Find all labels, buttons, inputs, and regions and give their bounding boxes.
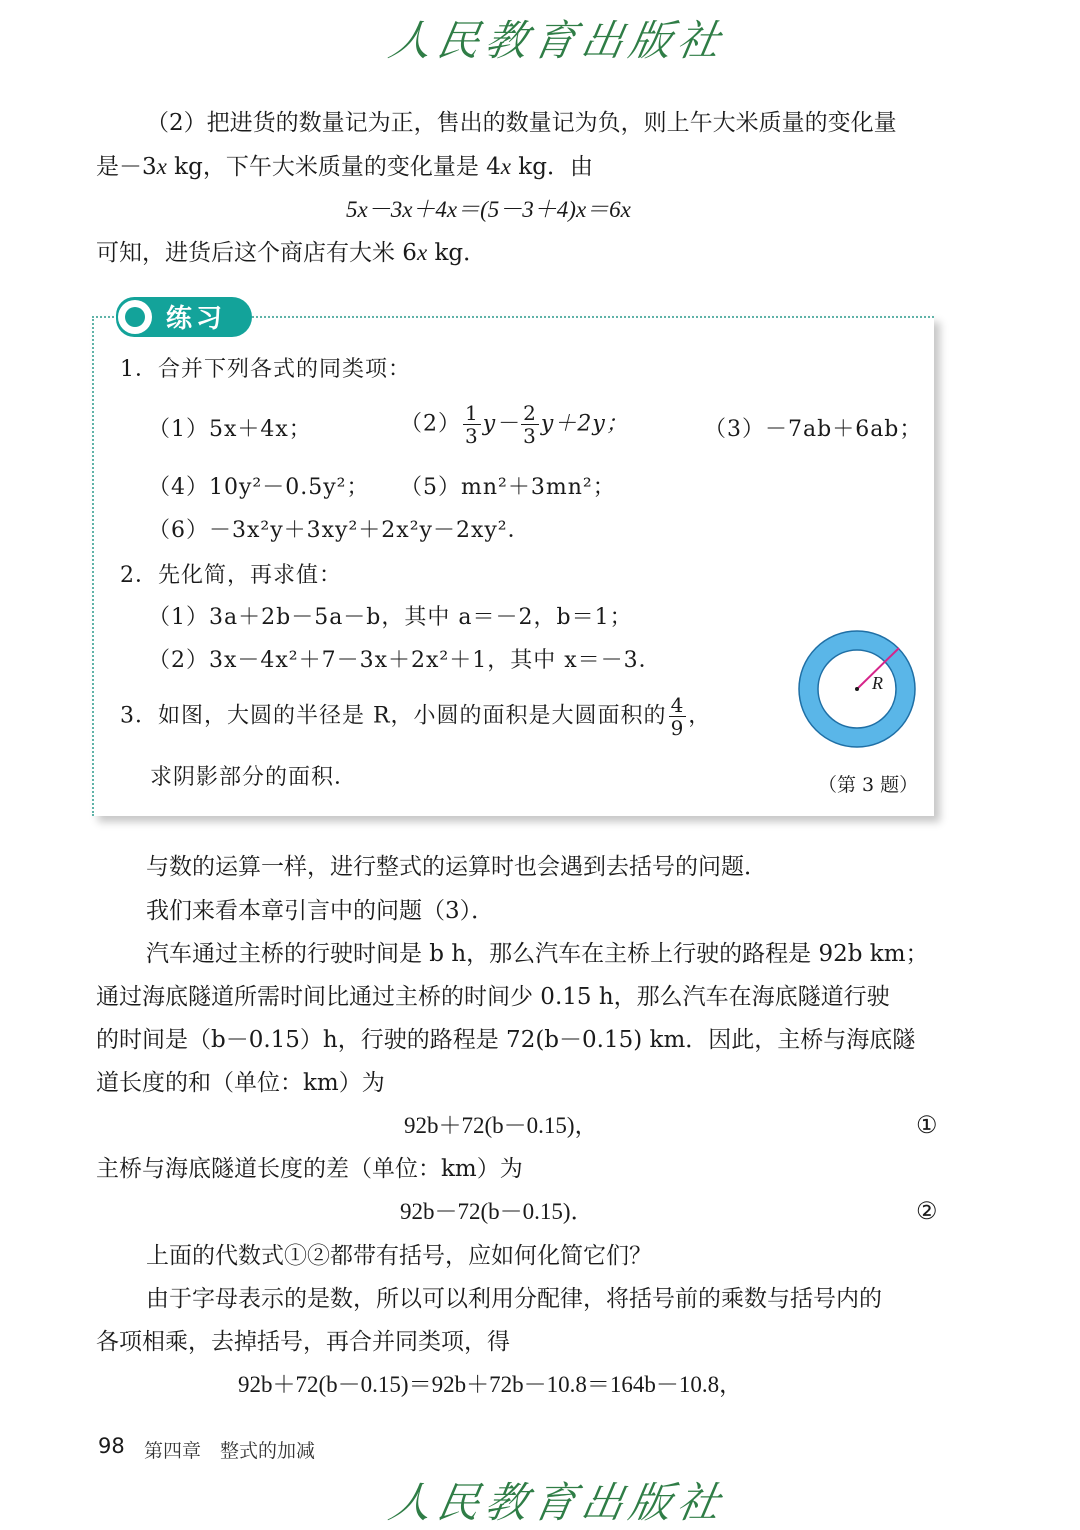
intro-equation: 5x－3x＋4x＝(5－3＋4)x＝6x (346, 197, 631, 222)
equation-2: 92b－72(b－0.15)． (400, 1199, 594, 1224)
body-line-10: 各项相乘，去掉括号，再合并同类项，得 (96, 1329, 510, 1355)
exercise-1-6: （6）－3x²y＋3xy²＋2x²y－2xy²． (148, 518, 531, 543)
figure-caption: （第 3 题） (818, 774, 919, 796)
publisher-logo-top: 人民教育出版社 (385, 16, 730, 65)
exercise-2-1: （1）3a＋2b－5a－b，其中 a＝－2，b＝1； (148, 605, 633, 630)
body-line-7: 主桥与海底隧道长度的差（单位：km）为 (96, 1156, 523, 1182)
body-line-1: 与数的运算一样，进行整式的运算时也会遇到去括号的问题． (146, 854, 767, 880)
equation-1: 92b＋72(b－0.15)， (404, 1113, 598, 1138)
exercise-1-5: （5）mn²＋3mn²； (400, 475, 616, 500)
body-line-9: 由于字母表示的是数，所以可以利用分配律，将括号前的乘数与括号内的 (146, 1286, 882, 1312)
intro-line-2: 是－3x kg，下午大米质量的变化量是 4x kg．由 (96, 154, 593, 180)
exercise-1-4: （4）10y²－0.5y²； (148, 475, 370, 500)
page-number: 98 (98, 1434, 125, 1458)
chapter-title: 第四章 整式的加减 (144, 1440, 316, 1462)
fraction-two-thirds: $\frac{2}{3}$ (523, 401, 537, 448)
body-line-5: 的时间是（b－0.15）h，行驶的路程是 72(b－0.15) km．因此，主桥与海底隧 (96, 1027, 916, 1053)
practice-pencil-icon (118, 300, 152, 334)
center-point (855, 687, 859, 691)
equation-1-marker: ① (916, 1111, 938, 1139)
body-line-3: 汽车通过主桥的行驶时间是 b h，那么汽车在主桥上行驶的路程是 92b km； (146, 941, 929, 967)
ring-figure (796, 628, 918, 750)
fraction-four-ninths: $\frac{4}{9}$ (670, 693, 685, 740)
intro-line-1: （2）把进货的数量记为正，售出的数量记为负，则上午大米质量的变化量 (146, 110, 897, 136)
exercise-1-title: 1．合并下列各式的同类项： (120, 357, 411, 382)
body-line-4: 通过海底隧道所需时间比通过主桥的时间少 0.15 h，那么汽车在海底隧道行驶 (96, 984, 890, 1010)
equation-2-marker: ② (916, 1197, 938, 1225)
practice-title: 练习 (166, 304, 227, 334)
exercise-1-2: （2） $\frac{1}{3}$ y－ $\frac{2}{3}$ y＋2y； (400, 401, 629, 448)
exercise-1-3: （3）－7ab＋6ab； (704, 417, 923, 442)
body-line-2: 我们来看本章引言中的问题（3）． (146, 898, 495, 924)
exercise-3-line-2: 求阴影部分的面积． (150, 765, 358, 790)
publisher-logo-bottom: 人民教育出版社 (385, 1478, 730, 1527)
equation-3: 92b＋72(b－0.15)＝92b＋72b－10.8＝164b－10.8， (238, 1372, 743, 1397)
radius-label: R (872, 673, 883, 693)
exercise-2-2: （2）3x－4x²＋7－3x＋2x²＋1，其中 x＝－3． (148, 648, 662, 673)
exercise-2-title: 2．先化简，再求值： (120, 563, 342, 588)
exercise-1-1: （1）5x＋4x； (148, 417, 312, 442)
intro-line-3: 可知，进货后这个商店有大米 6x kg． (96, 240, 487, 266)
fraction-one-third: $\frac{1}{3}$ (465, 401, 479, 448)
body-line-8: 上面的代数式①②都带有括号，应如何化简它们？ (146, 1243, 652, 1269)
body-line-6: 道长度的和（单位：km）为 (96, 1070, 385, 1096)
exercise-3-line-1: 3．如图，大圆的半径是 R，小圆的面积是大圆面积的 $\frac{4}{9}$ ， (120, 693, 712, 740)
